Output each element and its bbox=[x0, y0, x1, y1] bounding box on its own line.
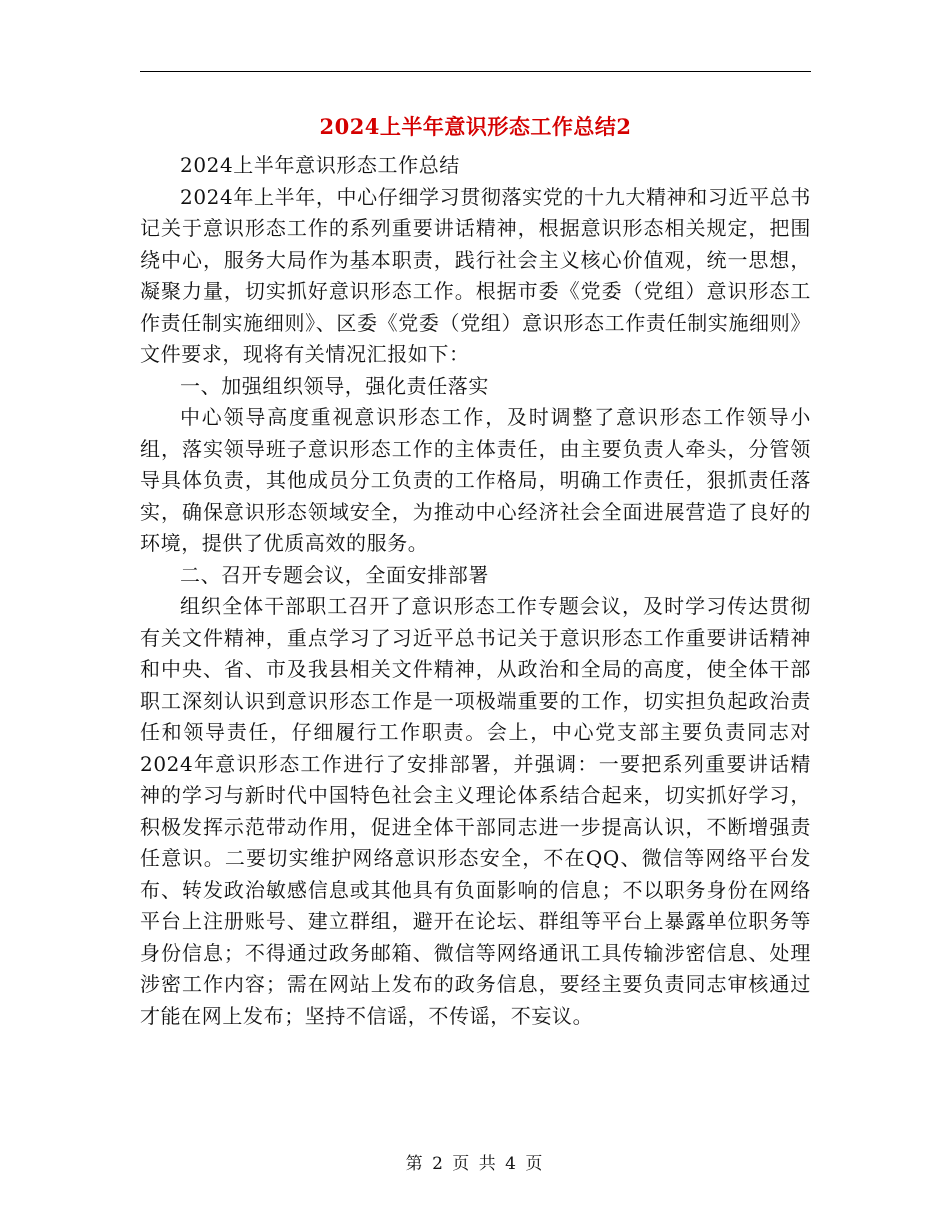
section-heading-2: 二、召开专题会议，全面安排部署 bbox=[180, 562, 489, 587]
body-intro-paragraph: 2024年上半年，中心仔细学习贯彻落实党的十九大精神和习近平总书记关于意识形态工作的系列重要讲话精神，根据意识形态相关规定，把围绕中心，服务大局作为基本职责，践行社会主义核心价值观，统一思想，凝聚力量，切实抓好意识形态工作。根据市委《党委（党组）意识形态工作责任制实施细则》、区委《党委（党组）意识形态工作责任制实施细则》文件要求，现将有关情况汇报如下： bbox=[140, 184, 811, 366]
header-rule bbox=[140, 71, 811, 72]
document-title: 2024上半年意识形态工作总结2 bbox=[319, 114, 632, 139]
section-heading-1: 一、加强组织领导，强化责任落实 bbox=[180, 373, 489, 398]
page-number: 第 2 页 共 4 页 bbox=[405, 1154, 545, 1174]
body-subtitle-paragraph: 2024上半年意识形态工作总结 bbox=[180, 153, 460, 177]
section-1-paragraph: 中心领导高度重视意识形态工作，及时调整了意识形态工作领导小组，落实领导班子意识形态工作的主体责任，由主要负责人牵头，分管领导具体负责，其他成员分工负责的工作格局，明确工作责任，狠抓责任落实，确保意识形态领域安全，为推动中心经济社会全面进展营造了良好的环境，提供了优质高效的服务。 bbox=[140, 405, 811, 555]
section-2-paragraph: 组织全体干部职工召开了意识形态工作专题会议，及时学习传达贯彻有关文件精神，重点学习了习近平总书记关于意识形态工作重要讲话精神和中央、省、市及我县相关文件精神，从政治和全局的高度，使全体干部职工深刻认识到意识形态工作是一项极端重要的工作，切实担负起政治责任和领导责任，仔细履行工作职责。会上，中心党支部主要负责同志对2024年意识形态工作进行了安排部署，并强调：一要把系列重要讲话精神的学习与新时代中国特色社会主义理论体系结合起来，切实抓好学习，积极发挥示范带动作用，促进全体干部同志进一步提高认识，不断增强责任意识。二要切实维护网络意识形态安全，不在QQ、微信等网络平台发布、转发政治敏感信息或其他具有负面影响的信息；不以职务身份在网络平台上注册账号、建立群组，避开在论坛、群组等平台上暴露单位职务等身份信息；不得通过政务邮箱、微信等网络通讯工具传输涉密信息、处理涉密工作内容；需在网站上发布的政务信息，要经主要负责同志审核通过才能在网上发布；坚持不信谣，不传谣，不妄议。 bbox=[140, 594, 811, 1028]
document-body bbox=[140, 150, 811, 1032]
